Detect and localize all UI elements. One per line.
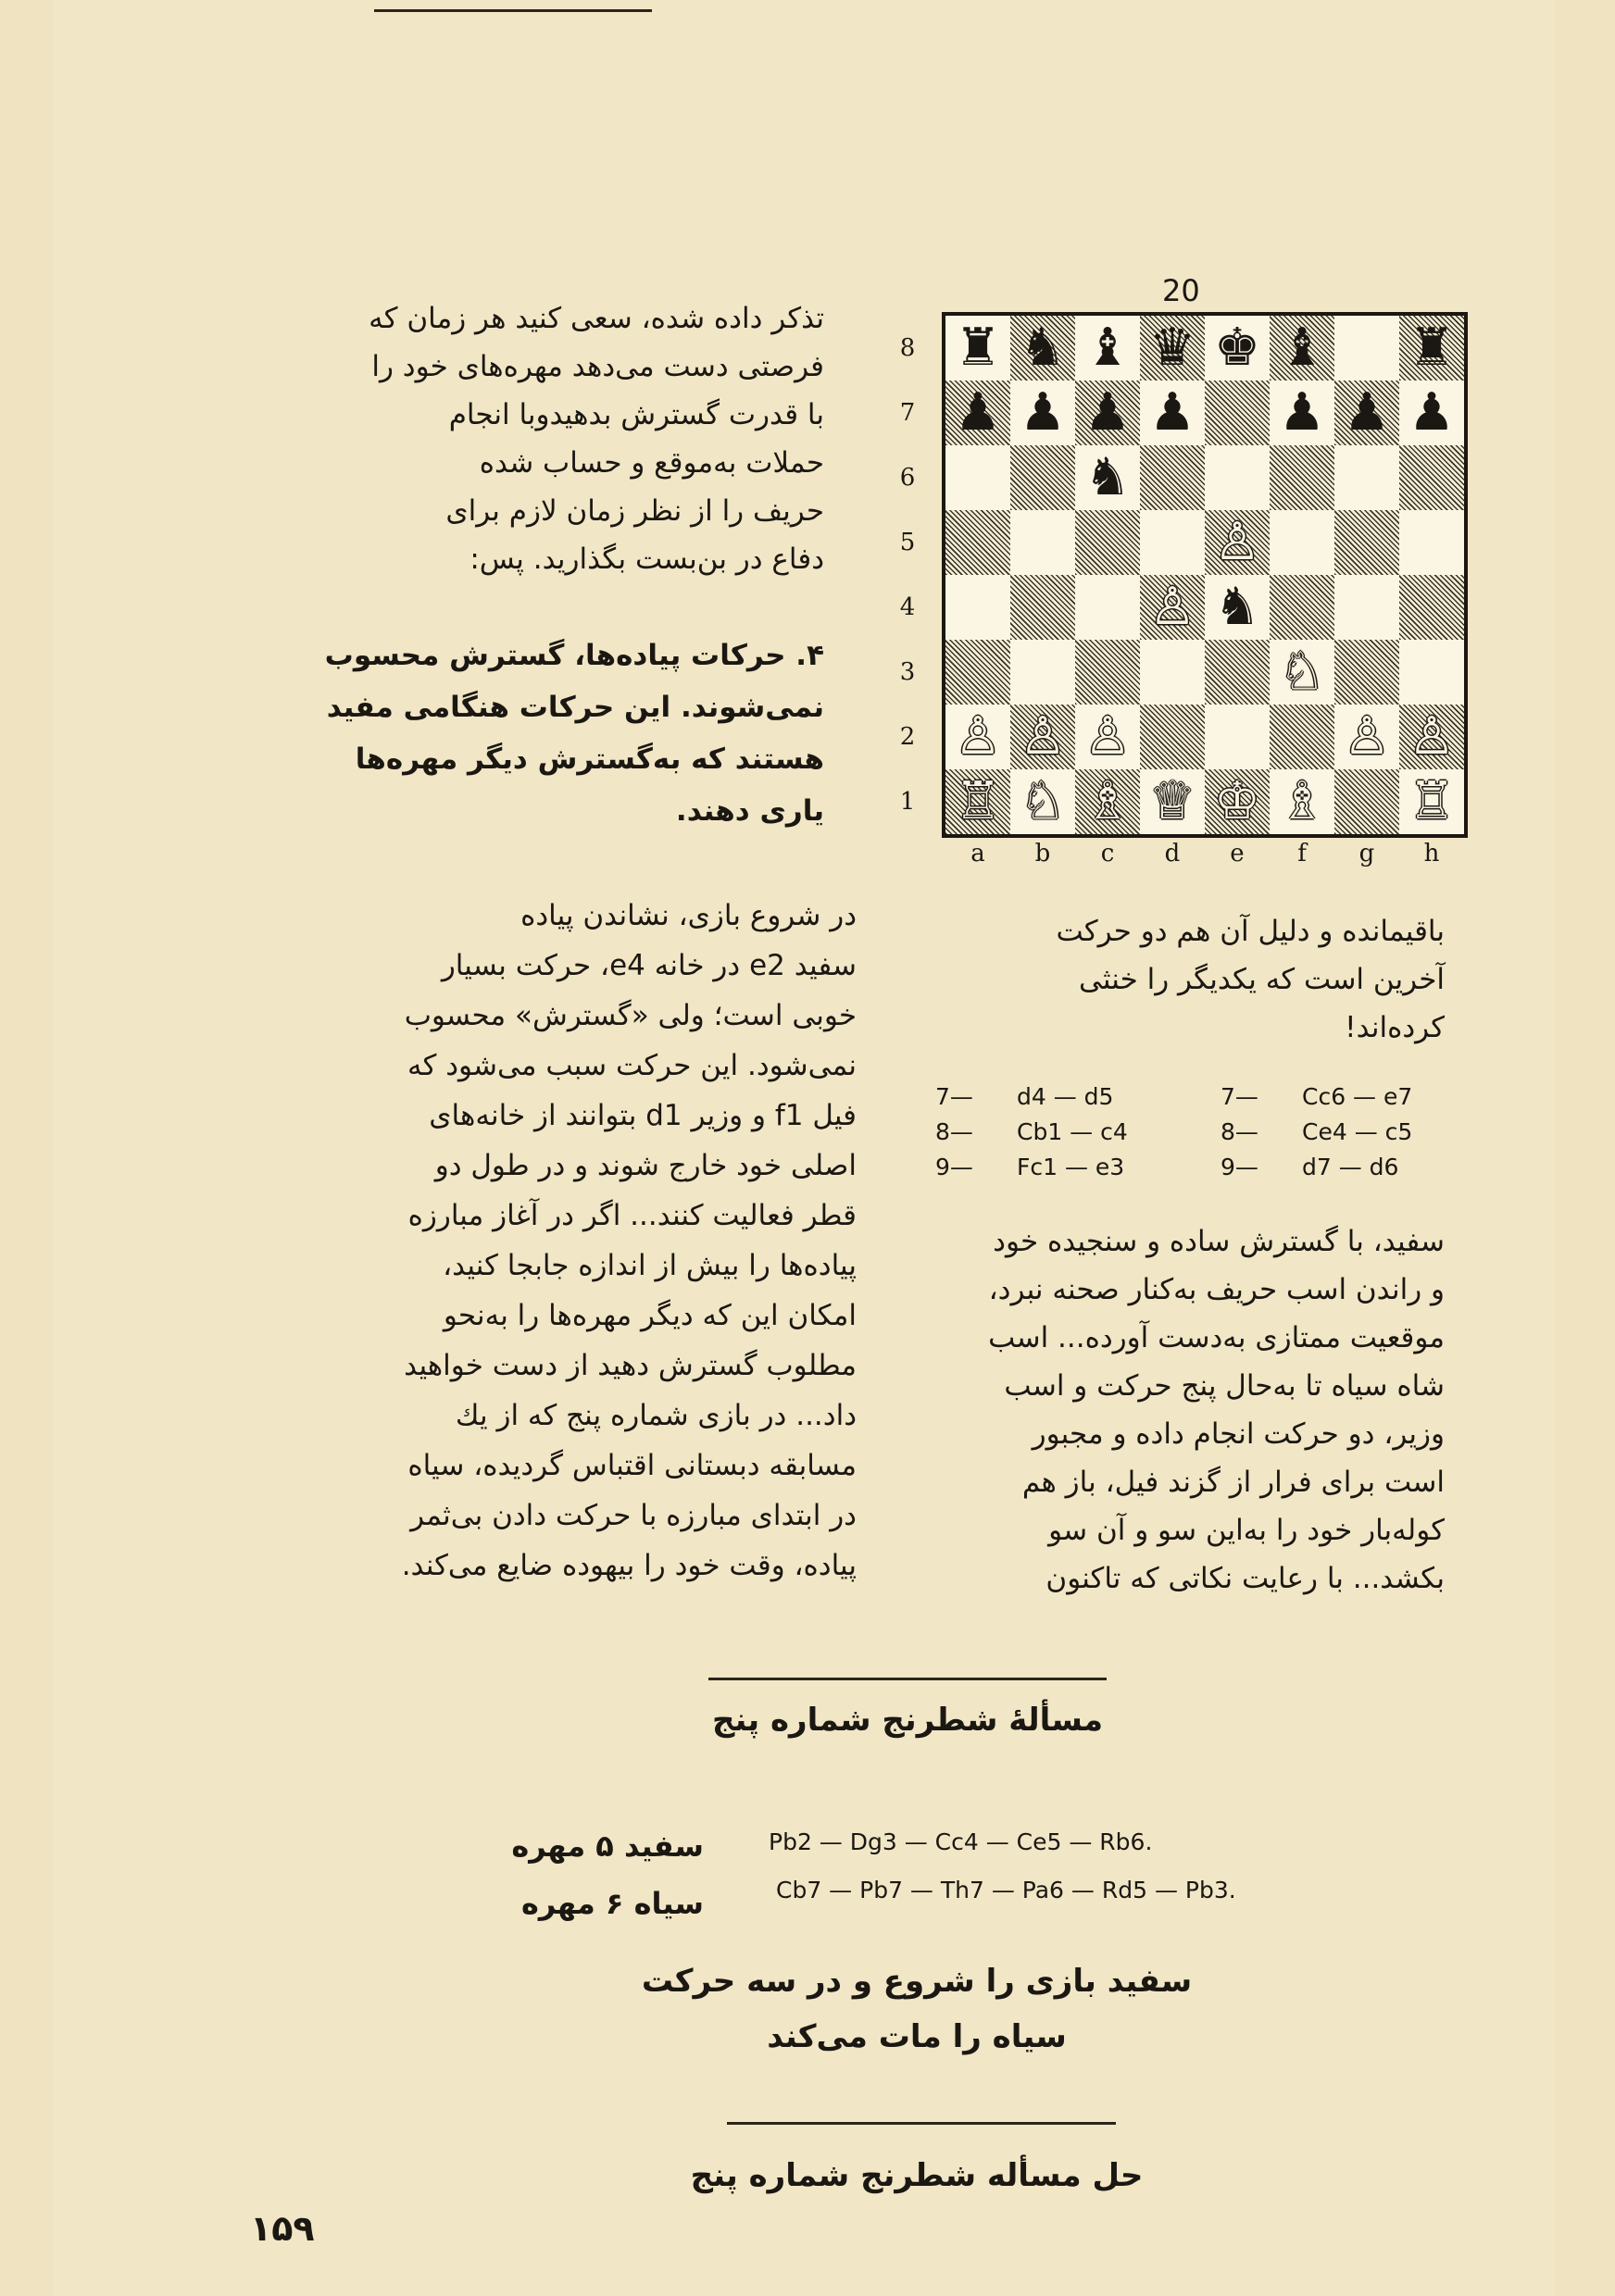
board-square (1140, 381, 1205, 445)
file-labels (945, 840, 1464, 867)
section-rule (708, 1678, 1107, 1680)
board-square (1205, 769, 1270, 834)
board-square (1010, 640, 1075, 705)
board-square (1399, 705, 1464, 769)
text-line: در شروع بازی، نشاندن پیاده (520, 899, 857, 932)
board-square (1270, 575, 1334, 640)
text-line: قطر فعالیت کنند... اگر در آغاز مبارزه (407, 1199, 857, 1232)
text-line: سفید e2 در خانه e4، حرکت بسیار (441, 949, 857, 982)
file-label: g (1358, 840, 1375, 867)
white-piece: ♙ (954, 706, 1002, 767)
text-line: نمی‌شوند. این حرکات هنگامی مفید (326, 691, 824, 724)
white-piece: ♘ (1019, 771, 1067, 831)
board-square (945, 769, 1010, 834)
board-square (1205, 640, 1270, 705)
board-square (1010, 316, 1075, 381)
rank-label: 3 (899, 658, 916, 686)
file-label: a (970, 840, 985, 867)
board-square (945, 575, 1010, 640)
board-square (1140, 769, 1205, 834)
move-number: 7— (935, 1082, 973, 1110)
board-square (945, 316, 1010, 381)
board-square (945, 705, 1010, 769)
text-line: حریف را از نظر زمان لازم برای (445, 494, 824, 528)
text-line: ۴. حرکات پیاده‌ها، گسترش محسوب (324, 639, 824, 672)
black-piece: ♟ (1408, 382, 1456, 443)
board-square (1270, 316, 1334, 381)
board-square (1010, 705, 1075, 769)
file-label: c (1100, 840, 1115, 867)
rank-label: 6 (899, 464, 916, 492)
white-piece: ♙ (1343, 706, 1391, 767)
text-line: تذکر داده شده، سعی کنید هر زمان که (369, 302, 824, 335)
instruction-line: سیاه را مات می‌کند (767, 2018, 1067, 2055)
rank-label: 4 (899, 593, 916, 621)
board-square (1010, 445, 1075, 510)
white-move: d4 — d5 (1017, 1082, 1114, 1110)
file-label: e (1230, 840, 1245, 867)
text-line: با قدرت گسترش بدهیدوبا انجام (448, 398, 824, 431)
board-square (1205, 316, 1270, 381)
black-piece: ♞ (1213, 577, 1261, 637)
board-square (1075, 510, 1140, 575)
white-piece: ♙ (1148, 577, 1196, 637)
white-piece: ♖ (1408, 771, 1456, 831)
text-line: پیاده‌ها را بیش از اندازه جابجا کنید، (443, 1249, 857, 1282)
text-line: شاه سیاه تا به‌حال پنج حرکت و اسب (1004, 1369, 1445, 1403)
file-label: b (1034, 840, 1051, 867)
white-piece: ♙ (1083, 706, 1132, 767)
text-line: فرصتی دست می‌دهد مهره‌های خود را (371, 350, 824, 383)
board-square (1010, 381, 1075, 445)
white-piece: ♙ (1019, 706, 1067, 767)
board-square (1205, 381, 1270, 445)
text-line: داد... در بازی شماره پنج که از یك (455, 1399, 857, 1432)
board-square (1334, 381, 1399, 445)
board-square (1270, 705, 1334, 769)
file-label: d (1164, 840, 1181, 867)
text-line: آخرین است که یکدیگر را خنثی (1079, 963, 1445, 996)
black-move: Cc6 — e7 (1302, 1082, 1413, 1110)
board-square (1205, 510, 1270, 575)
board-square (1334, 769, 1399, 834)
board-square (1399, 575, 1464, 640)
text-line: مطلوب گسترش دهید از دست خواهید (404, 1349, 857, 1382)
board-square (945, 640, 1010, 705)
right-paragraph-3 (319, 891, 857, 1591)
left-paragraph-2 (931, 1217, 1445, 1603)
black-piece: ♟ (1019, 382, 1067, 443)
black-move: Ce4 — c5 (1302, 1117, 1413, 1145)
board-square (1010, 769, 1075, 834)
board-square (1270, 445, 1334, 510)
white-piece: ♔ (1213, 771, 1261, 831)
black-move: d7 — d6 (1302, 1153, 1399, 1180)
text-line: نمی‌شود. این حرکت سبب می‌شود که (407, 1049, 857, 1082)
rank-label: 8 (899, 334, 916, 362)
black-piece: ♟ (954, 382, 1002, 443)
board-square (1075, 381, 1140, 445)
white-move: Cb1 — c4 (1017, 1117, 1128, 1145)
black-piece: ♟ (1278, 382, 1326, 443)
board-square (1075, 316, 1140, 381)
white-pieces-list: Pb2 — Dg3 — Cc4 — Ce5 — Rb6. (769, 1828, 1153, 1855)
white-piece: ♕ (1148, 771, 1196, 831)
white-piece: ♗ (1278, 771, 1326, 831)
board-square (1075, 705, 1140, 769)
section-rule (727, 2122, 1116, 2125)
board-square (1140, 510, 1205, 575)
text-line: امکان این که دیگر مهره‌ها را به‌نحو (443, 1299, 857, 1332)
white-piece: ♗ (1083, 771, 1132, 831)
right-paragraph-1 (315, 294, 824, 583)
board-square (1010, 510, 1075, 575)
black-piece: ♟ (1083, 382, 1132, 443)
black-piece: ♝ (1083, 318, 1132, 378)
chess-board (942, 312, 1468, 838)
text-line: دفاع در بن‌بست بگذارید. پس: (469, 543, 824, 576)
moves-table (935, 1079, 1463, 1184)
board-square (1399, 381, 1464, 445)
top-rule (374, 9, 652, 12)
text-line: مسابقه دبستانی اقتباس گردیده، سیاه (407, 1449, 857, 1482)
move-number: 8— (1221, 1117, 1258, 1145)
white-piece: ♙ (1408, 706, 1456, 767)
text-line: وزیر، دو حرکت انجام داده و مجبور (1032, 1417, 1445, 1451)
chess-diagram (884, 273, 1486, 884)
black-piece: ♝ (1278, 318, 1326, 378)
text-line: حملات به‌موقع و حساب شده (479, 446, 824, 480)
move-row (935, 1079, 1463, 1114)
text-line: بکشد... با رعایت نکاتی که تاکنون (1045, 1562, 1445, 1595)
move-number: 9— (1221, 1153, 1258, 1180)
move-row (935, 1114, 1463, 1149)
board-square (1399, 445, 1464, 510)
board-square (1075, 640, 1140, 705)
text-line: و راندن اسب حریف به‌کنار صحنه نبرد، (988, 1273, 1445, 1306)
text-line: کوله‌بار خود را به‌این سو و آن سو (1048, 1514, 1445, 1547)
white-pieces-label: سفید ۵ مهره (511, 1828, 704, 1864)
black-piece: ♛ (1148, 318, 1196, 378)
rank-label: 1 (899, 788, 916, 816)
move-number: 8— (935, 1117, 973, 1145)
board-square (1010, 575, 1075, 640)
black-piece: ♜ (1408, 318, 1456, 378)
black-piece: ♞ (1083, 447, 1132, 507)
text-line: است برای فرار از گزند فیل، باز هم (1021, 1466, 1445, 1499)
rank-label: 7 (899, 399, 916, 427)
board-square (1334, 316, 1399, 381)
board-square (1399, 316, 1464, 381)
black-pieces-list: Cb7 — Pb7 — Th7 — Pa6 — Rd5 — Pb3. (776, 1877, 1236, 1903)
board-square (1270, 381, 1334, 445)
board-square (1075, 769, 1140, 834)
white-piece: ♙ (1213, 512, 1261, 572)
board-square (1270, 640, 1334, 705)
move-number: 7— (1221, 1082, 1258, 1110)
board-square (1075, 445, 1140, 510)
board-square (1205, 705, 1270, 769)
text-line: سفید، با گسترش ساده و سنجیده خود (993, 1225, 1445, 1258)
black-piece: ♟ (1343, 382, 1391, 443)
board-square (1334, 640, 1399, 705)
board-square (1399, 510, 1464, 575)
text-line: خوبی است؛ ولی «گسترش» محسوب (404, 999, 857, 1032)
text-line: در ابتدای مبارزه با حرکت دادن بی‌ثمر (410, 1499, 857, 1532)
black-piece: ♚ (1213, 318, 1261, 378)
board-square (945, 381, 1010, 445)
text-line: پیاده، وقت خود را بیهوده ضایع می‌کند. (401, 1549, 857, 1582)
white-move: Fc1 — e3 (1017, 1153, 1125, 1180)
text-line: اصلی خود خارج شوند و در طول دو (434, 1149, 857, 1182)
rank-label: 2 (899, 723, 916, 751)
rank-labels (894, 316, 921, 834)
file-label: h (1423, 840, 1440, 867)
right-paragraph-2 (315, 630, 824, 837)
board-square (1334, 445, 1399, 510)
black-piece: ♞ (1019, 318, 1067, 378)
white-piece: ♘ (1278, 642, 1326, 702)
text-line: کرده‌اند! (1345, 1011, 1445, 1044)
move-number: 9— (935, 1153, 973, 1180)
left-paragraph-1 (931, 907, 1445, 1052)
board-square (1140, 705, 1205, 769)
black-piece: ♟ (1148, 382, 1196, 443)
page-number: ۱۵۹ (250, 2208, 315, 2249)
board-square (1334, 575, 1399, 640)
white-piece: ♖ (954, 771, 1002, 831)
rank-label: 5 (899, 529, 916, 556)
board-square (1205, 575, 1270, 640)
file-label: f (1297, 840, 1307, 867)
board-square (1140, 316, 1205, 381)
problem-instruction (630, 1953, 1204, 2065)
move-row (935, 1149, 1463, 1184)
problem-title: مسألهٔ شطرنج شماره پنج (711, 1702, 1104, 1739)
text-line: هستند که به‌گسترش دیگر مهره‌ها (355, 742, 824, 776)
board-square (1270, 510, 1334, 575)
instruction-line: سفید بازی را شروع و در سه حرکت (641, 1963, 1193, 2000)
board-square (1334, 705, 1399, 769)
board-square (1140, 445, 1205, 510)
board-square (1205, 445, 1270, 510)
board-square (1270, 769, 1334, 834)
solution-title: حل مسأله شطرنج شماره پنج (690, 2157, 1144, 2194)
board-square (1399, 640, 1464, 705)
board-square (1140, 575, 1205, 640)
text-line: باقیمانده و دلیل آن هم دو حرکت (1056, 915, 1445, 948)
board-square (945, 445, 1010, 510)
diagram-number: 20 (1162, 273, 1200, 308)
board-square (1140, 640, 1205, 705)
text-line: یاری دهند. (675, 794, 824, 828)
text-line: فیل f1 و وزیر d1 بتوانند از خانه‌های (429, 1099, 857, 1132)
board-square (1334, 510, 1399, 575)
board-square (1399, 769, 1464, 834)
board-square (945, 510, 1010, 575)
board-square (1075, 575, 1140, 640)
text-line: موقعیت ممتازی به‌دست آورده... اسب (988, 1321, 1445, 1354)
black-piece: ♜ (954, 318, 1002, 378)
black-pieces-label: سیاه ۶ مهره (521, 1886, 704, 1921)
